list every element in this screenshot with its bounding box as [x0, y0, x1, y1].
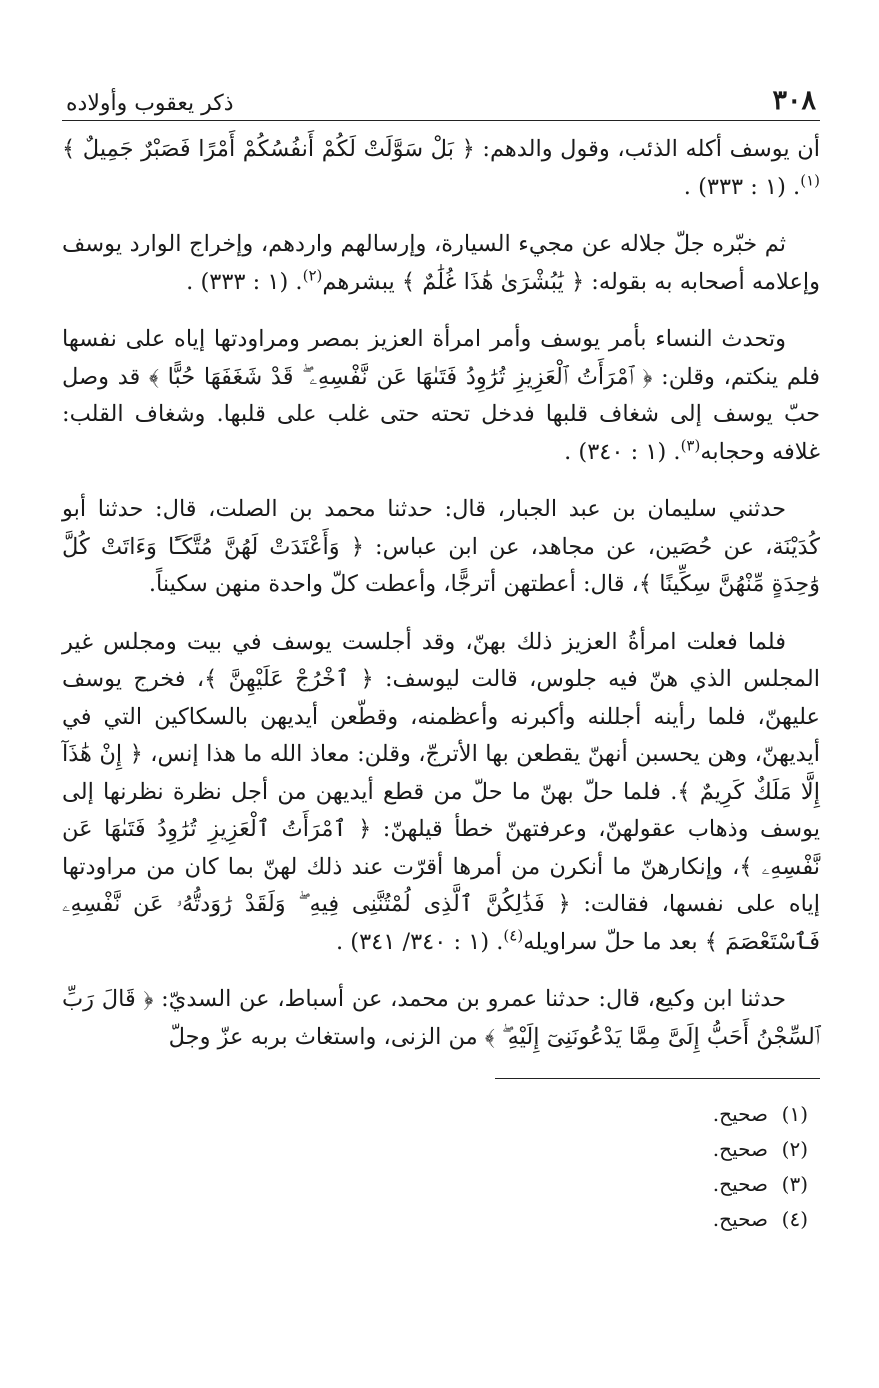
citation: . (١ : ٣٣٣) .: [186, 268, 303, 295]
footnote: [62, 1167, 808, 1202]
footnote-reference: (٣): [680, 436, 701, 454]
paragraph: [62, 131, 820, 206]
running-title: ذكر يعقوب وأولاده: [66, 91, 234, 116]
paragraph-text: فلما فعلت امرأةُ العزيز ذلك بهنّ، وقد أجلست يوسف في بيت ومجلس غير المجلس الذي هنّ فيه جلوس، قالت ليوسف: ﴿ ٱخْرُجْ عَلَيْهِنَّ ﴾، فخرج يوسف عليهنّ، فلما رأينه أجللنه وأكبرنه وأعظمنه، وقطّعن أيديهن بالسكاكين التي في أيديهنّ، وهن يحسبن أنهنّ يقطعن بها الأترجّ، وقلن: معاذ الله ما هذا إنس، ﴿ إِنْ هَٰذَآ إِلَّا مَلَكٌ كَرِيمٌ ﴾. فلما حلّ بهنّ ما حلّ من قطع أيديهن من أجل نظرة نظرنها إلى يوسف وذهاب عقولهنّ، وعرفتهنّ خطأ قيلهنّ: ﴿ ٱمْرَأَتُ ٱلْعَزِيزِ تُرَٰوِدُ فَتَىٰهَا عَن نَّفْسِهِۦ ﴾، وإنكارهنّ ما أنكرن من أمرها أقرّت عند ذلك لهنّ بما كان من مراودتها إياه على نفسها، فقالت: ﴿ فَذَٰلِكُنَّ ٱلَّذِى لُمْتُنَّنِى فِيهِ ۖ وَلَقَدْ رَٰوَدتُّهُۥ عَن نَّفْسِهِۦ فَٱسْتَعْصَمَ ﴾ بعد ما حلّ سراويله: [62, 628, 820, 955]
footnote-text: صحيح.: [712, 1172, 768, 1196]
footnote-text: صحيح.: [712, 1102, 768, 1126]
footnote-divider: [495, 1078, 820, 1079]
footnote-text: صحيح.: [712, 1207, 768, 1231]
footnote-number: (٣): [781, 1172, 808, 1196]
footnote-reference: (١): [800, 171, 820, 189]
citation: . (١ : ٣٣٣) .: [683, 173, 801, 200]
paragraph: [62, 981, 820, 1056]
footnote: [62, 1132, 808, 1167]
footnote-reference: (٢): [302, 266, 323, 284]
page-body: [62, 131, 820, 1056]
page-header: [62, 82, 820, 121]
paragraph: [62, 226, 820, 301]
footnote-reference: (٤): [503, 926, 524, 944]
paragraph-text: ثم خبّره جلّ جلاله عن مجيء السيارة، وإرسالهم واردهم، وإخراج الوارد يوسف وإعلامه أصحابه به بقوله: ﴿ يَٰبُشْرَىٰ هَٰذَا غُلَٰمٌ ﴾ يبشرهم: [62, 231, 820, 295]
footnote-number: (٢): [781, 1137, 808, 1161]
footnotes: [62, 1097, 820, 1237]
paragraph-text: حدثنا ابن وكيع، قال: حدثنا عمرو بن محمد، عن أسباط، عن السديّ: ﴿ قَالَ رَبِّ ٱلسِّجْنُ أَحَبُّ إِلَىَّ مِمَّا يَدْعُونَنِىٓ إِلَيْهِ ۖ ﴾ من الزنى، واستغاث بربه عزّ وجلّ: [62, 986, 820, 1050]
paragraph: [62, 321, 820, 471]
paragraph: [62, 624, 820, 962]
footnote-number: (١): [781, 1102, 808, 1126]
footnote: [62, 1202, 808, 1237]
footnote-text: صحيح.: [712, 1137, 768, 1161]
citation: . (١ : ٣٤٠/ ٣٤١) .: [335, 928, 504, 955]
book-page: [62, 82, 820, 1372]
paragraph-text: حدثني سليمان بن عبد الجبار، قال: حدثنا محمد بن الصلت، قال: حدثنا أبو كُدَيْنَة، عن حُصَين، عن مجاهد، عن ابن عباس: ﴿ وَأَعْتَدَتْ لَهُنَّ مُتَّكَـًٔا وَءَاتَتْ كُلَّ وَٰحِدَةٍ مِّنْهُنَّ سِكِّينًا ﴾، قال: أعطتهن أترجًّا، وأعطت كلّ واحدة منهن سكيناً.: [62, 496, 820, 597]
footnote-number: (٤): [781, 1207, 808, 1231]
footnote: [62, 1097, 808, 1132]
page-number: ٣٠٨: [772, 85, 816, 116]
paragraph-text: أن يوسف أكله الذئب، وقول والدهم: ﴿ بَلْ سَوَّلَتْ لَكُمْ أَنفُسُكُمْ أَمْرًا فَصَبْرٌ جَمِيلٌ ﴾: [62, 136, 820, 162]
paragraph-text: وتحدث النساء بأمر يوسف وأمر امرأة العزيز بمصر ومراودتها إياه على نفسها فلم ينكتم، وقلن: ﴿ ٱمْرَأَتُ ٱلْعَزِيزِ تُرَٰوِدُ فَتَىٰهَا عَن نَّفْسِهِۦ ۖ قَدْ شَغَفَهَا حُبًّا ﴾ قد وصل حبّ يوسف إلى شغاف قلبها فدخل تحته حتى غلب على قلبها. وشغاف القلب: غلافه وحجابه: [62, 326, 820, 465]
paragraph: [62, 491, 820, 604]
citation: . (١ : ٣٤٠) .: [564, 438, 681, 465]
